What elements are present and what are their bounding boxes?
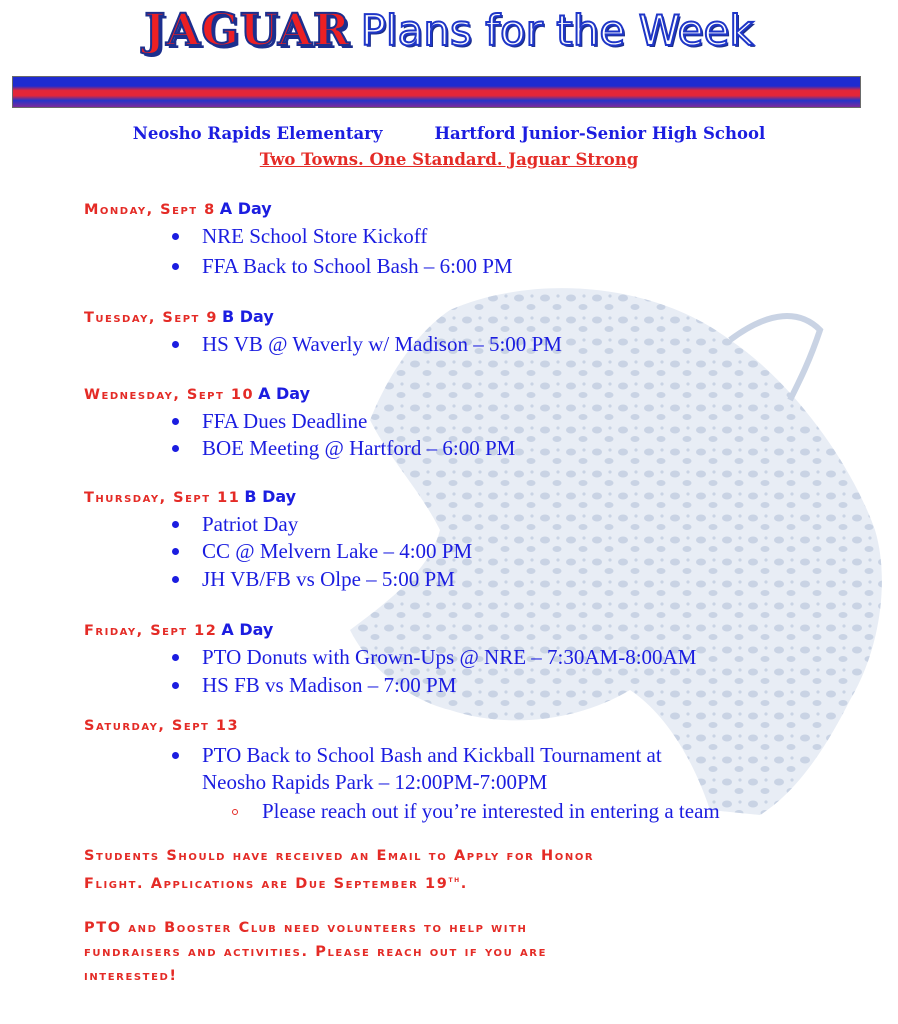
day-label: Tuesday, Sept 9 xyxy=(84,310,218,326)
header-divider-bar xyxy=(12,76,861,108)
notice-line xyxy=(84,868,864,896)
school-left: Neosho Rapids Elementary xyxy=(132,124,383,143)
event-item: NRE School Store Kickoff xyxy=(202,224,428,248)
notice-line: interested! xyxy=(84,968,178,984)
sub-bullet-icon xyxy=(232,809,238,815)
day-label: Saturday, Sept 13 xyxy=(84,718,240,734)
title-rest: Plans for the Week xyxy=(360,6,754,55)
day-label: Friday, Sept 12 xyxy=(84,623,218,639)
bullet-icon xyxy=(172,445,179,452)
ordinal-suffix: th xyxy=(448,875,461,885)
day-type: A Day xyxy=(221,620,274,639)
event-item-continued: Neosho Rapids Park – 12:00PM-7:00PM xyxy=(202,770,548,794)
notice-end: . xyxy=(460,875,468,892)
slogan: Two Towns. One Standard. Jaguar Strong xyxy=(259,150,639,169)
event-item: JH VB/FB vs Olpe – 5:00 PM xyxy=(202,567,455,591)
event-item: FFA Back to School Bash – 6:00 PM xyxy=(202,254,513,278)
event-item: PTO Back to School Bash and Kickball Tournament at xyxy=(202,743,662,767)
day-type: B Day xyxy=(244,487,297,506)
bullet-icon xyxy=(172,752,179,759)
sub-event-item: Please reach out if you’re interested in entering a team xyxy=(262,799,720,823)
notice-line: Students Should have received an Email to Apply for Honor xyxy=(84,848,595,864)
bullet-icon xyxy=(172,341,179,348)
day-label: Thursday, Sept 11 xyxy=(84,490,241,506)
notice-line: fundraisers and activities. Please reach out if you are xyxy=(84,944,548,960)
bullet-icon xyxy=(172,263,179,270)
school-right: Hartford Junior-Senior High School xyxy=(434,124,766,143)
day-heading-thursday xyxy=(84,487,296,506)
event-item: CC @ Melvern Lake – 4:00 PM xyxy=(202,539,473,563)
day-heading-saturday xyxy=(84,718,239,734)
day-label: Wednesday, Sept 10 xyxy=(84,387,255,403)
notice-line: PTO and Booster Club need volunteers to help with xyxy=(84,920,528,936)
event-item: BOE Meeting @ Hartford – 6:00 PM xyxy=(202,436,516,460)
bullet-icon xyxy=(172,418,179,425)
bullet-icon xyxy=(172,576,179,583)
day-type: B Day xyxy=(222,307,274,326)
volunteers-notice xyxy=(84,916,864,988)
title-brand: JAGUAR xyxy=(144,5,351,56)
school-names xyxy=(0,124,898,144)
event-item: HS FB vs Madison – 7:00 PM xyxy=(202,673,457,697)
event-item: PTO Donuts with Grown-Ups @ NRE – 7:30AM-8:00AM xyxy=(202,645,697,669)
day-heading-tuesday xyxy=(84,307,274,326)
bullet-icon xyxy=(172,682,179,689)
day-heading-monday xyxy=(84,199,272,218)
event-item: HS VB @ Waverly w/ Madison – 5:00 PM xyxy=(202,332,562,356)
page-title xyxy=(0,2,898,70)
day-heading-friday xyxy=(84,620,273,639)
day-heading-wednesday xyxy=(84,384,310,403)
bullet-icon xyxy=(172,654,179,661)
day-label: Monday, Sept 8 xyxy=(84,202,216,218)
notice-text: Flight. Applications are Due September 19 xyxy=(84,875,449,892)
bullet-icon xyxy=(172,521,179,528)
bullet-icon xyxy=(172,548,179,555)
honor-flight-notice xyxy=(84,844,864,896)
event-item: FFA Dues Deadline xyxy=(202,409,368,433)
bullet-icon xyxy=(172,233,179,240)
event-item: Patriot Day xyxy=(202,512,299,536)
day-type: A Day xyxy=(258,384,311,403)
day-type: A Day xyxy=(219,199,272,218)
